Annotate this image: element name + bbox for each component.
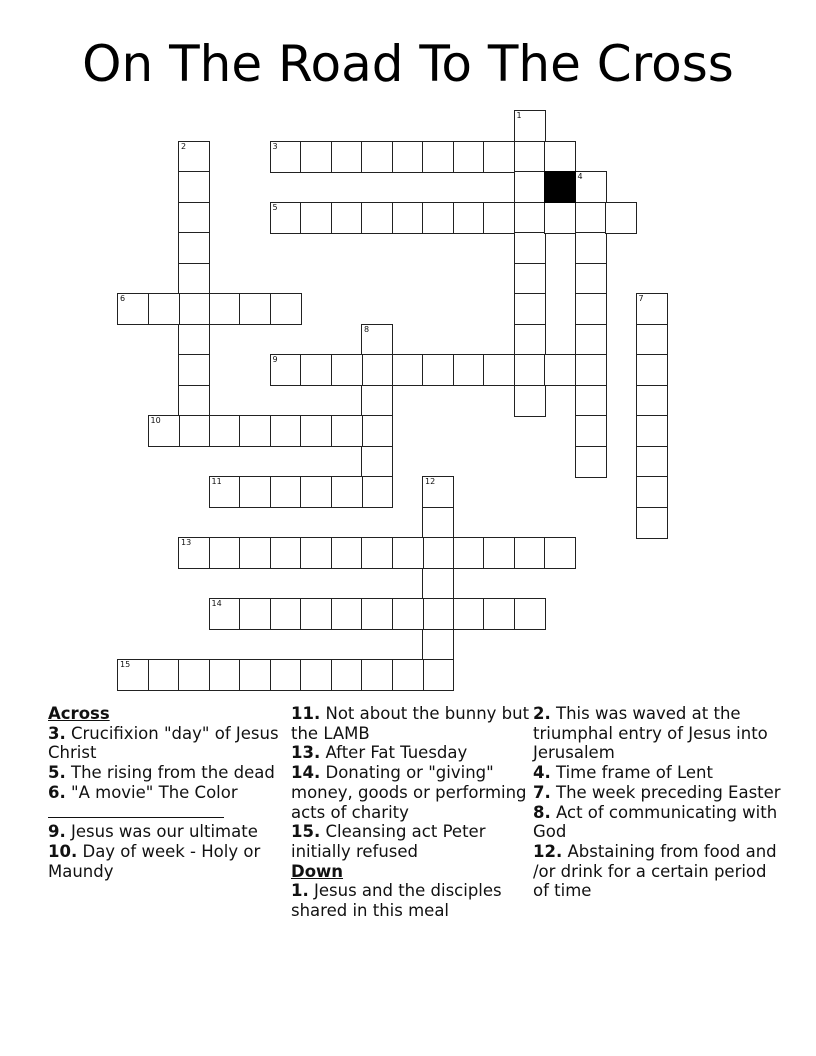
grid-cell[interactable] <box>361 324 393 356</box>
grid-cell[interactable] <box>209 293 241 325</box>
grid-cell[interactable] <box>544 141 576 173</box>
clue-across-11: 11. Not about the bunny but the LAMB <box>291 704 530 743</box>
clue-number: 7 <box>638 294 644 303</box>
grid-cell[interactable] <box>422 507 454 539</box>
grid-cell[interactable] <box>422 598 454 630</box>
grid-cell[interactable] <box>636 446 668 478</box>
grid-cell[interactable] <box>544 202 576 234</box>
clue-down-7: 7. The week preceding Easter <box>533 782 781 802</box>
grid-cell[interactable] <box>178 263 210 295</box>
grid-cell[interactable] <box>300 476 332 508</box>
grid-cell[interactable] <box>361 354 393 386</box>
grid-cell[interactable] <box>514 263 546 295</box>
grid-cell[interactable] <box>483 598 515 630</box>
clue-number: 8 <box>364 324 370 334</box>
grid-cell[interactable] <box>575 171 607 203</box>
grid-cell[interactable] <box>178 537 210 569</box>
grid-cell[interactable] <box>239 476 271 508</box>
grid-cell[interactable] <box>209 537 241 569</box>
grid-cell[interactable] <box>636 324 668 356</box>
grid-cell[interactable] <box>514 202 546 234</box>
grid-cell[interactable] <box>514 171 546 203</box>
across-heading: Across <box>48 704 110 723</box>
grid-cell[interactable] <box>636 354 668 386</box>
grid-cell[interactable] <box>483 354 515 386</box>
clue-number: 9 <box>272 355 278 364</box>
grid-cell[interactable] <box>453 202 485 234</box>
clue-number: 4 <box>577 172 583 181</box>
grid-cell[interactable] <box>270 293 302 325</box>
clue-number: 3 <box>272 141 278 151</box>
grid-cell[interactable] <box>636 507 668 539</box>
grid-cell[interactable] <box>361 476 393 508</box>
grid-cell[interactable] <box>422 202 454 234</box>
clue-down-8: 8. Act of communicating with God <box>533 802 778 842</box>
clue-across-3: 3. Crucifixion "day" of Jesus Christ <box>48 723 279 763</box>
grid-cell[interactable] <box>514 141 546 173</box>
grid-cell[interactable] <box>270 659 302 691</box>
grid-cell[interactable] <box>178 354 210 386</box>
grid-cell[interactable] <box>392 354 424 386</box>
grid-cell[interactable] <box>178 415 210 447</box>
down-heading: Down <box>291 861 344 881</box>
grid-cell[interactable] <box>575 263 607 295</box>
clue-across-9: 9. Jesus was our ultimate <box>48 822 258 842</box>
grid-cell[interactable] <box>331 476 363 508</box>
grid-cell[interactable] <box>361 202 393 234</box>
clue-number: 2 <box>181 141 187 151</box>
grid-cell[interactable] <box>209 415 241 447</box>
grid-cell[interactable] <box>575 385 607 417</box>
grid-cell[interactable] <box>422 659 454 691</box>
grid-cell[interactable] <box>483 141 515 173</box>
grid-cell[interactable] <box>178 293 210 325</box>
grid-cell[interactable] <box>575 354 607 386</box>
clue-number: 10 <box>150 416 161 425</box>
grid-cell[interactable] <box>453 354 485 386</box>
grid-cell[interactable] <box>331 415 363 447</box>
grid-cell[interactable] <box>270 354 302 386</box>
clue-across-13: 13. After Fat Tuesday <box>291 743 468 763</box>
clue-number: 11 <box>211 477 222 486</box>
grid-cell[interactable] <box>483 537 515 569</box>
grid-cell[interactable] <box>117 659 149 691</box>
grid-cell[interactable] <box>514 598 546 630</box>
clue-down-1: 1. Jesus and the disciples shared in this meal <box>291 881 502 921</box>
grid-cell[interactable] <box>331 141 363 173</box>
grid-cell[interactable] <box>422 568 454 600</box>
grid-cell[interactable] <box>392 141 424 173</box>
grid-cell[interactable] <box>544 537 576 569</box>
grid-cell[interactable] <box>209 659 241 691</box>
grid-cell[interactable] <box>300 598 332 630</box>
clue-column-1 <box>48 704 284 881</box>
grid-cell[interactable] <box>331 354 363 386</box>
grid-cell[interactable] <box>239 659 271 691</box>
clue-across-15: 15. Cleansing act Peter initially refused <box>291 822 486 861</box>
grid-cell[interactable] <box>270 202 302 234</box>
grid-cell[interactable] <box>422 354 454 386</box>
grid-cell[interactable] <box>575 202 607 234</box>
grid-cell[interactable] <box>361 415 393 447</box>
grid-cell[interactable] <box>300 354 332 386</box>
grid-cell[interactable] <box>453 141 485 173</box>
grid-cell[interactable] <box>392 659 424 691</box>
grid-cell[interactable] <box>575 446 607 478</box>
clue-number: 13 <box>181 538 192 547</box>
grid-cell[interactable] <box>178 232 210 264</box>
grid-cell[interactable] <box>300 415 332 447</box>
grid-cell[interactable] <box>392 202 424 234</box>
grid-cell[interactable] <box>514 537 546 569</box>
grid-cell[interactable] <box>209 476 241 508</box>
grid-cell[interactable] <box>178 141 210 173</box>
grid-cell[interactable] <box>422 476 454 508</box>
grid-cell[interactable] <box>636 415 668 447</box>
grid-cell[interactable] <box>361 446 393 478</box>
grid-cell[interactable] <box>209 598 241 630</box>
clue-down-4: 4. Time frame of Lent <box>533 763 713 783</box>
clue-number: 6 <box>120 294 126 303</box>
grid-cell[interactable] <box>178 324 210 356</box>
grid-cell[interactable] <box>300 537 332 569</box>
grid-cell[interactable] <box>300 202 332 234</box>
grid-cell[interactable] <box>300 141 332 173</box>
grid-cell[interactable] <box>239 415 271 447</box>
grid-cell[interactable] <box>270 476 302 508</box>
grid-cell[interactable] <box>178 171 210 203</box>
grid-cell[interactable] <box>514 232 546 264</box>
grid-cell[interactable] <box>331 659 363 691</box>
clue-number: 1 <box>516 111 522 120</box>
puzzle-title: On The Road To The Cross <box>82 35 734 93</box>
grid-cell[interactable] <box>148 415 180 447</box>
grid-cell[interactable] <box>453 537 485 569</box>
grid-cell[interactable] <box>392 598 424 630</box>
clue-number: 14 <box>211 599 222 608</box>
grid-cell[interactable] <box>361 659 393 691</box>
clue-across-14: 14. Donating or "giving" money, goods or performing acts of charity <box>291 763 527 822</box>
grid-cell[interactable] <box>361 385 393 417</box>
grid-cell[interactable] <box>422 141 454 173</box>
clue-number: 12 <box>425 477 436 486</box>
grid-cell[interactable] <box>453 598 485 630</box>
grid-cell[interactable] <box>270 141 302 173</box>
grid-cell[interactable] <box>239 598 271 630</box>
clue-across-5: 5. The rising from the dead <box>48 763 275 783</box>
grid-cell[interactable] <box>514 354 546 386</box>
grid-cell[interactable] <box>422 629 454 661</box>
grid-cell[interactable] <box>239 537 271 569</box>
grid-cell[interactable] <box>483 202 515 234</box>
grid-cell[interactable] <box>575 324 607 356</box>
grid-cell[interactable] <box>392 537 424 569</box>
clue-number: 5 <box>272 202 278 212</box>
grid-cell[interactable] <box>270 415 302 447</box>
grid-cell[interactable] <box>514 385 546 417</box>
grid-cell[interactable] <box>361 141 393 173</box>
grid-cell[interactable] <box>331 202 363 234</box>
grid-cell[interactable] <box>331 598 363 630</box>
grid-cell[interactable] <box>300 659 332 691</box>
clue-down-12: 12. Abstaining from food and /or drink for a certain period of time <box>533 841 777 901</box>
grid-cell[interactable] <box>270 598 302 630</box>
grid-cell[interactable] <box>270 537 302 569</box>
grid-cell[interactable] <box>331 537 363 569</box>
grid-cell[interactable] <box>422 537 454 569</box>
grid-cell[interactable] <box>148 659 180 691</box>
grid-cell[interactable] <box>575 232 607 264</box>
grid-cell[interactable] <box>514 293 546 325</box>
grid-cell[interactable] <box>361 537 393 569</box>
grid-cell[interactable] <box>636 293 668 325</box>
clue-column-3 <box>533 704 783 901</box>
grid-cell[interactable] <box>117 293 149 325</box>
grid-cell[interactable] <box>544 354 576 386</box>
grid-cell[interactable] <box>239 293 271 325</box>
grid-cell[interactable] <box>636 476 668 508</box>
grid-cell[interactable] <box>575 415 607 447</box>
grid-cell[interactable] <box>514 110 546 142</box>
grid-cell[interactable] <box>178 385 210 417</box>
clue-number: 15 <box>120 660 131 669</box>
grid-cell[interactable] <box>178 202 210 234</box>
black-cell <box>544 171 576 203</box>
grid-cell[interactable] <box>605 202 637 234</box>
grid-cell[interactable] <box>636 385 668 417</box>
grid-cell[interactable] <box>148 293 180 325</box>
grid-cell[interactable] <box>575 293 607 325</box>
clue-across-6: 6. "A movie" The Color <box>48 783 284 822</box>
grid-cell[interactable] <box>178 659 210 691</box>
grid-cell[interactable] <box>361 598 393 630</box>
clue-column-2 <box>291 704 531 921</box>
clue-across-10: 10. Day of week - Holy or Maundy <box>48 841 261 881</box>
clue-down-2: 2. This was waved at the triumphal entry of Jesus into Jerusalem <box>533 704 768 763</box>
grid-cell[interactable] <box>514 324 546 356</box>
answer-blank-line <box>48 803 224 818</box>
